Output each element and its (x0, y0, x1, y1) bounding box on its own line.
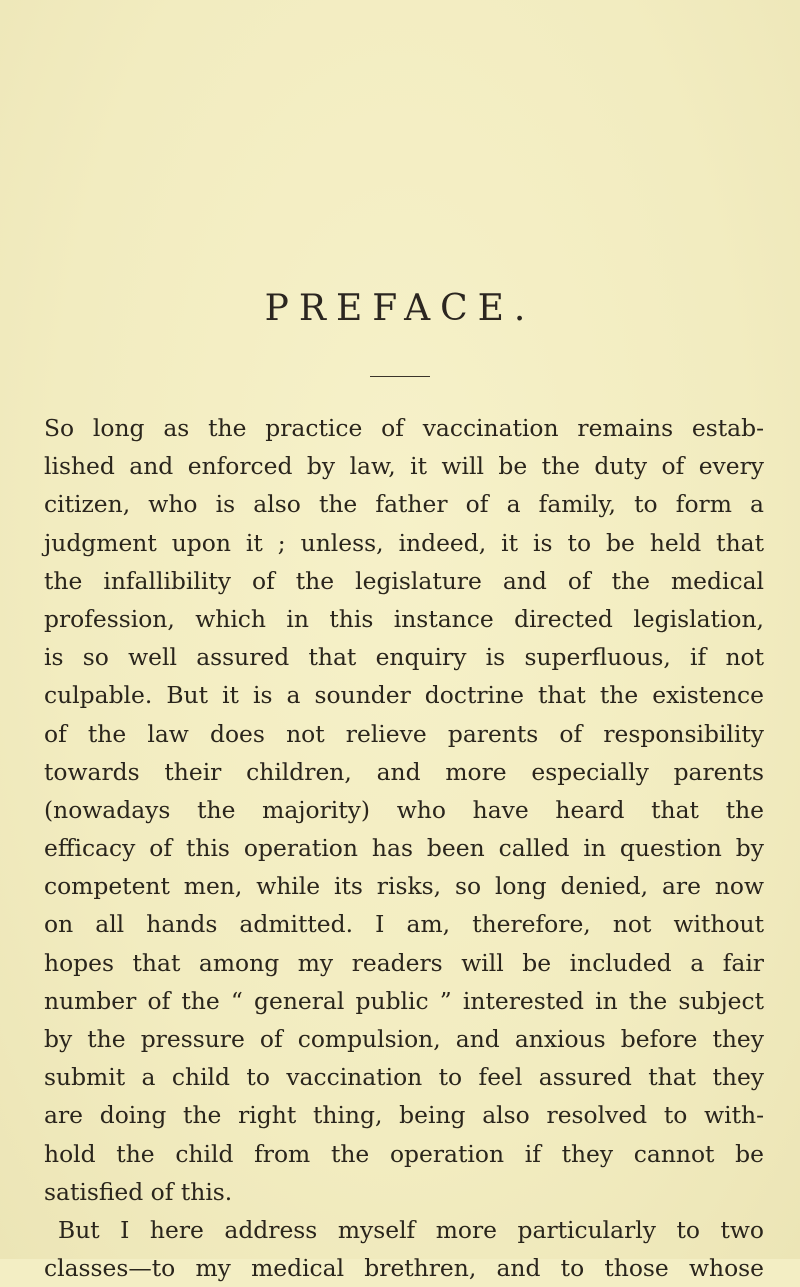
text-line: the infallibility of the legislature and of the medical (44, 566, 764, 595)
text-line: lished and enforced by law, it will be the duty of every (44, 452, 764, 481)
text-line: on all hands admitted. I am, therefore, not without (44, 910, 764, 939)
text-line: number of the “ general public ” interested in the subject (44, 986, 764, 1015)
text-line: satisfied of this. (44, 1177, 233, 1206)
text-line: judgment upon it ; unless, indeed, it is to be held that (44, 528, 764, 557)
text-line: is so well assured that enquiry is superfluous, if not (44, 643, 764, 672)
preface-text (44, 409, 764, 1287)
text-line: towards their children, and more especially parents (44, 757, 764, 786)
text-line: But I here address myself more particularly to two (58, 1215, 764, 1244)
text-line: competent men, while its risks, so long denied, are now (44, 872, 764, 901)
text-line: profession, which in this instance directed legislation, (44, 604, 764, 633)
page-heading: PREFACE. (264, 288, 536, 329)
text-line: (nowadays the majority) who have heard that the (44, 795, 764, 824)
text-line: submit a child to vaccination to feel assured that they (44, 1063, 764, 1092)
text-line: hold the child from the operation if they cannot be (44, 1139, 764, 1168)
text-line: culpable. But it is a sounder doctrine that the existence (44, 681, 764, 710)
text-line: of the law does not relieve parents of responsibility (44, 719, 764, 748)
text-line: by the pressure of compulsion, and anxious before they (44, 1025, 764, 1053)
text-line: So long as the practice of vaccination remains estab- (44, 414, 764, 442)
heading-rule (370, 376, 430, 377)
text-line: efficacy of this operation has been called in question by (44, 834, 764, 863)
text-line: classes—to my medical brethren, and to those whose (44, 1254, 764, 1283)
text-line: citizen, who is also the father of a family, to form a (44, 490, 764, 519)
text-line: are doing the right thing, being also resolved to with- (44, 1101, 764, 1130)
text-line: hopes that among my readers will be included a fair (44, 948, 764, 977)
